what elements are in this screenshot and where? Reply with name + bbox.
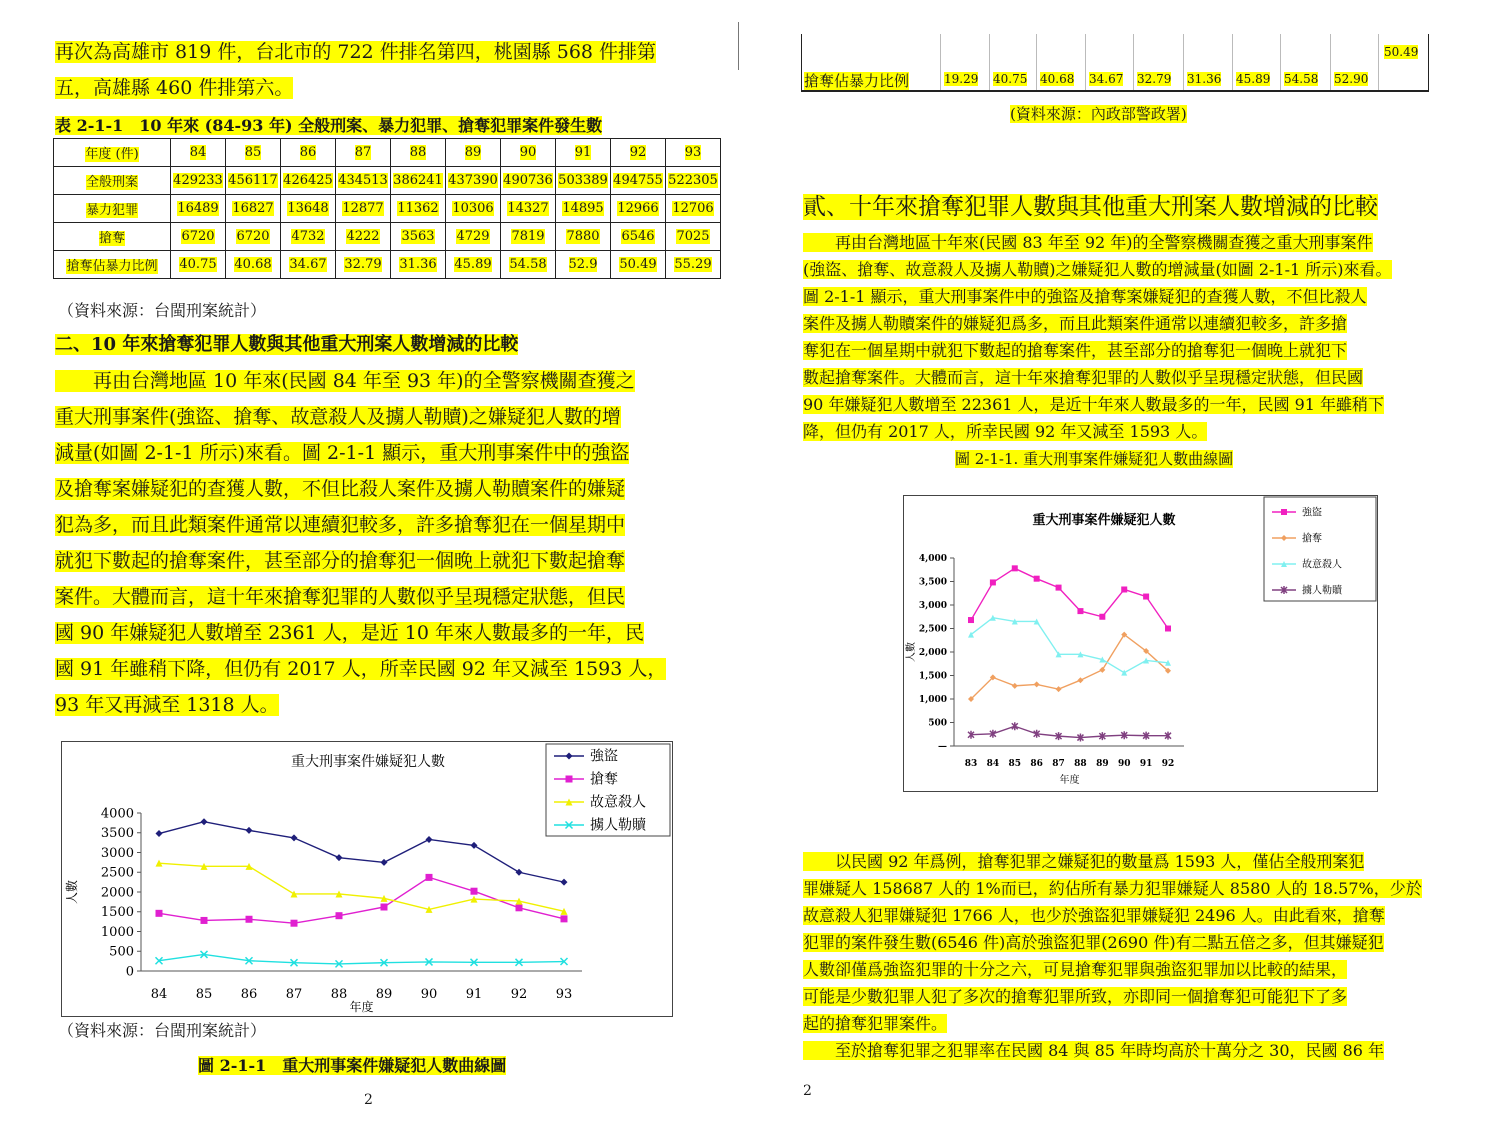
body-line: 及搶奪案嫌疑犯的查獲人數，不但比殺人案件及擄人勒贖案件的嫌疑 (55, 478, 626, 500)
table-grid-line (1085, 34, 1086, 90)
table-cell: 7025 (666, 223, 721, 251)
intro-line-2: 五，高雄縣 460 件排第六。 (55, 77, 294, 99)
x-tick-label: 86 (240, 987, 258, 1002)
table-grid-line (1133, 34, 1134, 90)
x-tick-label: 84 (150, 987, 168, 1002)
y-tick-label: 2500 (100, 865, 134, 881)
x-tick-label: 89 (1096, 759, 1109, 769)
data-point (1121, 670, 1127, 676)
table-grid-line (1232, 34, 1233, 90)
para2-line: 罪嫌疑人 158687 人的 1%而已，約佔所有暴力犯罪嫌疑人 8580 人的 18.57%，少於 (803, 879, 1422, 898)
data-point (156, 830, 163, 837)
legend-label: 擄人勒贖 (1302, 585, 1342, 597)
table-cell: 4732 (281, 223, 336, 251)
chart-title: 重大刑事案件嫌疑犯人數 (1032, 513, 1176, 528)
table-cell: 55.29 (666, 251, 721, 279)
table-grid-line (1036, 34, 1037, 90)
chart-left-svg (62, 742, 672, 1016)
data-point (516, 869, 523, 876)
para1-line: 圖 2-1-1 顯示，重大刑事案件中的強盜及搶奪案嫌疑犯的查獲人數，不但比殺人 (803, 287, 1367, 306)
page-divider (738, 22, 739, 70)
data-point (561, 879, 568, 886)
para2-line: 犯罪的案件發生數(6546 件)高於強盜犯罪(2690 件)有二點五倍之多，但其嫌疑犯 (803, 933, 1384, 952)
intro-line-1: 再次為高雄市 819 件，台北市的 722 件排名第四，桃園縣 568 件排第 (55, 41, 657, 63)
data-point (1056, 585, 1062, 591)
table-cell: 87 (336, 139, 391, 167)
table-cell: 494755 (611, 167, 666, 195)
x-tick-label: 91 (1139, 759, 1153, 769)
table-cell: 40.68 (226, 251, 281, 279)
table-cell: 54.58 (501, 251, 556, 279)
y-tick-label: — (938, 742, 947, 752)
table-cell: 6546 (611, 223, 666, 251)
table-cell: 490736 (501, 167, 556, 195)
table-cell: 32.79 (1137, 72, 1172, 86)
data-point (336, 912, 343, 919)
y-tick-label: 4,000 (918, 554, 947, 564)
y-tick-label: 3,000 (918, 601, 947, 611)
y-tick-label: 500 (928, 718, 947, 729)
figure-caption-left: 圖 2-1-1 重大刑事案件嫌疑犯人數曲線圖 (198, 1056, 507, 1075)
source-note-2: （資料來源：台閩刑案統計） (58, 1021, 267, 1040)
para1-line: 奪犯在一個星期中就犯下數起的搶奪案件，甚至部分的搶奪犯一個晚上就犯下 (803, 341, 1348, 360)
table-cell: 34.67 (1089, 72, 1124, 86)
chart-right (903, 495, 1378, 792)
x-tick-label: 85 (195, 987, 213, 1002)
data-point (336, 854, 343, 861)
data-point (156, 910, 163, 917)
series-line (971, 635, 1168, 699)
table-cell: 13648 (281, 195, 336, 223)
data-point (1165, 626, 1171, 632)
table-cell: 93 (666, 139, 721, 167)
table-row (54, 167, 721, 195)
table-cell: 34.67 (281, 251, 336, 279)
top-table-above-value: 50.49 (1384, 45, 1419, 59)
chart-right-svg (904, 496, 1377, 791)
source-note-right: (資料來源：內政部警政署) (1010, 105, 1187, 123)
data-point (246, 916, 253, 923)
x-axis-label: 年度 (1059, 775, 1080, 786)
table-grid-line (1183, 34, 1184, 90)
table-cell: 437390 (446, 167, 501, 195)
data-point (426, 836, 433, 843)
data-point (291, 834, 298, 841)
data-point (1012, 683, 1018, 689)
legend-label: 搶奪 (1302, 533, 1322, 545)
data-point (201, 917, 208, 924)
para2-line: 至於搶奪犯罪之犯罪率在民國 84 與 85 年時均高於十萬分之 30，民國 86 年 (803, 1041, 1385, 1060)
table-cell: 92 (611, 139, 666, 167)
body-line: 就犯下數起的搶奪案件，甚至部分的搶奪犯一個晚上就犯下數起搶奪 (55, 550, 626, 572)
chart-left (61, 741, 673, 1017)
data-point (381, 904, 388, 911)
table-cell: 31.36 (391, 251, 446, 279)
table-cell: 14895 (556, 195, 611, 223)
data-point (1034, 681, 1040, 687)
x-tick-label: 91 (465, 987, 483, 1002)
para2-line: 以民國 92 年爲例，搶奪犯罪之嫌疑犯的數量爲 1593 人，僅佔全般刑案犯 (803, 852, 1365, 871)
table-cell: 91 (556, 139, 611, 167)
body-line: 減量(如圖 2-1-1 所示)來看。圖 2-1-1 顯示，重大刑事案件中的強盜 (55, 442, 630, 464)
table-cell: 10306 (446, 195, 501, 223)
para2-line: 人數卻僅爲強盜犯罪的十分之六，可見搶奪犯罪與強盜犯罪加以比較的結果， (803, 960, 1348, 979)
y-tick-label: 1000 (100, 924, 134, 940)
x-tick-label: 84 (986, 759, 1000, 769)
body-line: 重大刑事案件(強盜、搶奪、故意殺人及擄人勒贖)之嫌疑犯人數的增 (55, 406, 621, 428)
table-grid-line (989, 34, 990, 90)
table-cell: 426425 (281, 167, 336, 195)
x-tick-label: 93 (555, 987, 573, 1002)
table-header-row (54, 139, 721, 167)
table-grid-line (1378, 34, 1379, 90)
table-cell: 4729 (446, 223, 501, 251)
legend-label: 故意殺人 (590, 794, 646, 811)
table-cell: 14327 (501, 195, 556, 223)
x-tick-label: 92 (510, 987, 528, 1002)
section-title: 二、10 年來搶奪犯罪人數與其他重大刑案人數增減的比較 (55, 334, 519, 355)
data-point (426, 874, 433, 881)
table-cell: 429233 (171, 167, 226, 195)
x-tick-label: 87 (1052, 759, 1065, 769)
x-tick-label: 88 (330, 987, 348, 1002)
right-heading: 貳、十年來搶奪犯罪人數與其他重大刑案人數增減的比較 (803, 194, 1378, 220)
body-line: 93 年又再減至 1318 人。 (55, 694, 279, 716)
y-tick-label: 3,500 (918, 577, 947, 588)
para1-line: (強盜、搶奪、故意殺人及擄人勒贖)之嫌疑犯人數的增減量(如圖 2-1-1 所示)來看。 (803, 260, 1392, 279)
table-grid-line (1330, 34, 1331, 90)
x-tick-label: 90 (420, 987, 438, 1002)
series-故意殺人 (156, 860, 568, 915)
series-line (971, 726, 1168, 737)
table-cell: 6720 (171, 223, 226, 251)
table-cell: 522305 (666, 167, 721, 195)
table-cell: 40.75 (993, 72, 1028, 86)
y-tick-label: 1,500 (918, 671, 947, 682)
y-tick-label: 2000 (100, 885, 134, 901)
data-point (1121, 586, 1127, 592)
x-tick-label: 88 (1074, 759, 1087, 769)
legend-label: 強盜 (590, 748, 618, 765)
table-grid-line (940, 34, 941, 90)
x-tick-label: 85 (1008, 759, 1022, 769)
table-cell: 503389 (556, 167, 611, 195)
table-cell: 45.89 (446, 251, 501, 279)
table-cell: 16827 (226, 195, 281, 223)
para1-line: 案件及擄人勒贖案件的嫌疑犯爲多，而且此類案件通常以連續犯較多，許多搶 (803, 314, 1348, 333)
table-cell: 90 (501, 139, 556, 167)
table-cell: 12877 (336, 195, 391, 223)
y-tick-label: 3500 (100, 826, 134, 842)
y-tick-label: 2,000 (918, 648, 947, 658)
legend-label: 搶奪 (590, 771, 618, 788)
table-cell: 3563 (391, 223, 446, 251)
series-line (159, 863, 564, 911)
table-cell: 12706 (666, 195, 721, 223)
legend-label: 故意殺人 (1302, 559, 1342, 571)
para1-line: 數起搶奪案件。大體而言，這十年來搶奪犯罪的人數似乎呈現穩定狀態，但民國 (803, 368, 1364, 387)
series-強盜 (968, 565, 1171, 631)
table-cell: 434513 (336, 167, 391, 195)
series-line (159, 822, 564, 882)
data-point (1056, 686, 1062, 692)
table-cell: 7880 (556, 223, 611, 251)
y-tick-label: 2,500 (918, 624, 947, 635)
table-cell: 89 (446, 139, 501, 167)
para2-line: 起的搶奪犯罪案件。 (803, 1014, 948, 1033)
data-point (471, 888, 478, 895)
table-cell: 386241 (391, 167, 446, 195)
y-tick-label: 1,000 (918, 695, 947, 705)
table-cell: 全般刑案 (54, 167, 171, 195)
y-tick-label: 500 (109, 944, 134, 960)
table-row (54, 251, 721, 279)
body-line: 再由台灣地區 10 年來(民國 84 年至 93 年)的全警察機關查獲之 (55, 370, 635, 392)
table-grid-line (1280, 34, 1281, 90)
table-title: 表 2-1-1 10 年來 (84-93 年) 全般刑案、暴力犯罪、搶奪犯罪案件發生數 (55, 116, 603, 135)
legend-label: 強盜 (1302, 507, 1322, 519)
data-point (246, 827, 253, 834)
page-number-left: 2 (364, 1092, 373, 1108)
data-point (1077, 677, 1083, 683)
x-tick-label: 86 (1030, 759, 1043, 769)
para2-line: 故意殺人犯罪嫌疑犯 1766 人，也少於強盜犯罪嫌疑犯 2496 人。由此看來，搶奪 (803, 906, 1385, 925)
data-point (201, 818, 208, 825)
table-cell: 11362 (391, 195, 446, 223)
data-point (566, 776, 573, 783)
data-point (516, 904, 523, 911)
legend (1264, 497, 1376, 601)
legend-label: 擄人勒贖 (590, 817, 646, 834)
series-故意殺人 (968, 615, 1171, 676)
table-cell: 搶奪佔暴力比例 (54, 251, 171, 279)
series-擄人勒贖 (156, 951, 568, 967)
table-cell: 88 (391, 139, 446, 167)
data-point (1099, 614, 1105, 620)
table-row (54, 223, 721, 251)
table-cell: 85 (226, 139, 281, 167)
table-cell: 12966 (611, 195, 666, 223)
y-axis-label: 人數 (906, 642, 917, 662)
data-point (471, 842, 478, 849)
series-line (159, 954, 564, 963)
data-point (1143, 594, 1149, 600)
table-cell: 84 (171, 139, 226, 167)
series-搶奪 (968, 632, 1171, 702)
series-強盜 (156, 818, 568, 885)
data-point (968, 617, 974, 623)
table-cell: 40.68 (1040, 72, 1075, 86)
table-cell: 暴力犯罪 (54, 195, 171, 223)
table-cell: 31.36 (1187, 72, 1222, 86)
data-point (291, 920, 298, 927)
para1-line: 降，但仍有 2017 人，所幸民國 92 年又減至 1593 人。 (803, 422, 1208, 441)
source-note-1: （資料來源：台閩刑案統計） (58, 301, 267, 320)
table-cell: 16489 (171, 195, 226, 223)
table-cell: 54.58 (1284, 72, 1319, 86)
data-point (381, 859, 388, 866)
table-cell: 搶奪 (54, 223, 171, 251)
figure-caption-right: 圖 2-1-1. 重大刑事案件嫌疑犯人數曲線圖 (955, 450, 1234, 468)
body-line: 國 91 年雖稍下降，但仍有 2017 人，所幸民國 92 年又減至 1593 人， (55, 658, 667, 680)
table-cell: 50.49 (611, 251, 666, 279)
table-cell: 6720 (226, 223, 281, 251)
table-cell: 19.29 (944, 72, 979, 86)
top-table-label: 搶奪佔暴力比例 (804, 72, 910, 90)
para2-line: 可能是少數犯罪人犯了多次的搶奪犯罪所致，亦即同一個搶奪犯可能犯下了多 (803, 987, 1348, 1006)
data-point (561, 915, 568, 922)
table-cell: 45.89 (1236, 72, 1271, 86)
table-cell: 7819 (501, 223, 556, 251)
y-axis-label: 人數 (65, 879, 79, 905)
table-cell: 52.9 (556, 251, 611, 279)
table-cell: 456117 (226, 167, 281, 195)
data-point (1077, 608, 1083, 614)
stats-table (53, 138, 721, 279)
data-point (990, 579, 996, 585)
x-tick-label: 87 (285, 987, 303, 1002)
para1-line: 90 年嫌疑犯人數增至 22361 人，是近十年來人數最多的一年，民國 91 年雖稍下 (803, 395, 1385, 414)
body-line: 犯為多，而且此類案件通常以連續犯較多，許多搶奪犯在一個星期中 (55, 514, 626, 536)
x-tick-label: 90 (1117, 759, 1131, 769)
para1-line: 再由台灣地區十年來(民國 83 年至 92 年)的全警察機關查獲之重大刑事案件 (803, 233, 1373, 252)
x-axis-label: 年度 (349, 1000, 374, 1014)
data-point (1281, 509, 1287, 515)
table-cell: 年度 (件) (54, 139, 171, 167)
table-cell: 40.75 (171, 251, 226, 279)
table-cell: 86 (281, 139, 336, 167)
table-row (54, 195, 721, 223)
y-tick-label: 0 (125, 964, 134, 980)
chart-title: 重大刑事案件嫌疑犯人數 (291, 754, 445, 770)
table-cell: 32.79 (336, 251, 391, 279)
series-擄人勒贖 (968, 722, 1171, 741)
x-tick-label: 89 (375, 987, 393, 1002)
page-number-right: 2 (803, 1083, 812, 1099)
table-cell: 52.90 (1334, 72, 1369, 86)
data-point (1012, 565, 1018, 571)
y-tick-label: 4000 (100, 806, 134, 822)
y-tick-label: 1500 (100, 905, 134, 921)
data-point (1034, 576, 1040, 582)
body-line: 國 90 年嫌疑犯人數增至 2361 人，是近 10 年來人數最多的一年，民 (55, 622, 644, 644)
x-tick-label: 83 (964, 759, 978, 769)
legend (546, 744, 670, 836)
body-line: 案件。大體而言，這十年來搶奪犯罪的人數似乎呈現穩定狀態，但民 (55, 586, 626, 608)
x-tick-label: 92 (1161, 759, 1175, 769)
table-cell: 4222 (336, 223, 391, 251)
y-tick-label: 3000 (100, 845, 134, 861)
